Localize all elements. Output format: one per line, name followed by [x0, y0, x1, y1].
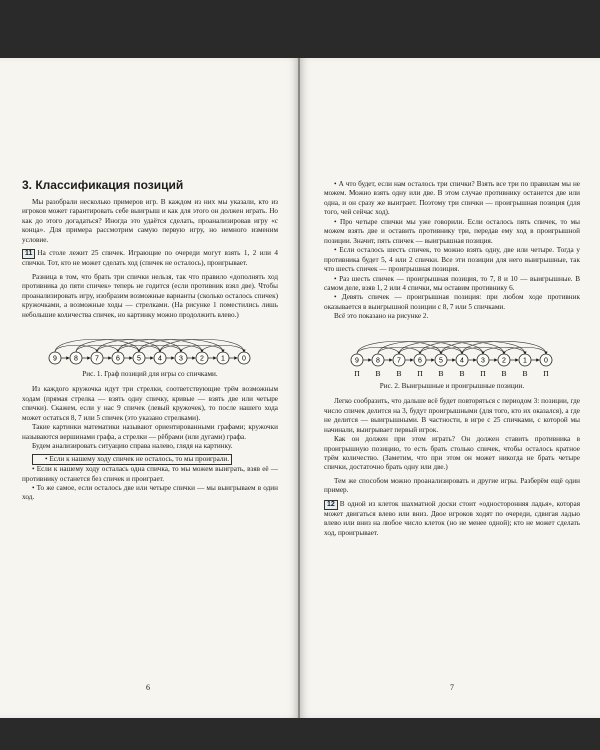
- graph-node-label-3: 3: [179, 355, 183, 363]
- graph-node-label-3: 3: [481, 357, 485, 365]
- graph-node-label-7: 7: [397, 357, 401, 365]
- right-bullet-2: • Про четыре спички мы уже говорили. Если осталось пять спичек, то мы можем взять две и оставить противнику три, передав ему ход в проигрышной позиции. Значит, пять спичек — выигрышная позиция.: [324, 217, 580, 245]
- graph-node-label-6: 6: [116, 355, 120, 363]
- right-page: [300, 58, 600, 718]
- right-bullet-1: • А что будет, если нам осталось три спички? Взять все три по правилам мы не можем. Можно взять одну или две. В этом случае противнику останется две или одна, и он сразу же выиграет. Поэтому три спички — проигрышная позиция (для того, чей сейчас ход).: [324, 180, 580, 217]
- problem-number-badge: 11: [22, 249, 35, 259]
- page-number-left: 6: [146, 683, 150, 692]
- graph-position-label-4: В: [459, 368, 465, 378]
- paragraph-period: Легко сообразить, что дальше всё будет повторяться с периодом 3: позиции, где число спичек делится на 3, будут проигрышными (для того, кто их оказался), а где не делится — выигрышными. В частности, в игре с 25 спичками, с которой мы начинали, выигрывает первый игрок.: [324, 397, 580, 434]
- graph-node-label-9: 9: [53, 355, 57, 363]
- left-page: [0, 58, 298, 718]
- paragraph-strategy: Как он должен при этом играть? Он должен ставить противника в проигрышную позицию, то есть брать столько спичек, чтобы осталось кратное трём количество. (Заметим, что при этом он может никогда не брать четыре спички, достаточно брать одну или две.): [324, 435, 580, 472]
- problem-11-text: На столе лежит 25 спичек. Играющие по очереди могут взять 1, 2 или 4 спички. Тот, кто не может сделать ход (спичек не осталось), проигрывает.: [22, 249, 278, 268]
- bullet-1-box: • Если к нашему ходу спичек не осталось, то мы проиграли.: [32, 454, 232, 465]
- graph-position-label-1: В: [522, 368, 528, 378]
- right-bullet-3: • Если осталось шесть спичек, то можно взять одну, две или четыре. Тогда у противника будет 5, 4 или 2 спички. Все эти позиции для него выигрышные, так что шесть спичек — проигрышная позиция.: [324, 246, 580, 274]
- paragraph-3: Из каждого кружочка идут три стрелки, соответствующие трём возможным ходам (прямая стрелка — взять одну спичку, кривые — взять две или четыре спички). Скажем, если у нас 9 спичек (левый кружочек), то после нашего хода может остаться 8, 7 или 5 спичек (это указано стрелками).: [22, 385, 278, 422]
- graph-node-label-2: 2: [502, 357, 506, 365]
- problem-11: [22, 249, 278, 268]
- graph-position-label-3: П: [480, 368, 486, 378]
- graph-node-label-0: 0: [544, 357, 548, 365]
- graph-position-label-6: П: [417, 368, 423, 378]
- problem-number-badge: 12: [324, 500, 338, 510]
- problem-12-text: В одной из клеток шахматной доски стоит «односторонняя ладья», которая может двигаться влево или вниз. Двое игроков ходят по очереди, сдвигая ладью влево или вниз на любое число клеток (но не менее одной); кто не может сделать ход, проигрывает.: [324, 499, 580, 537]
- left-page-content: [22, 178, 278, 503]
- section-title: 3. Классификация позиций: [22, 178, 184, 192]
- right-page-content: [324, 180, 580, 538]
- graph-node-label-4: 4: [158, 355, 162, 363]
- figure-1-graph: [45, 328, 255, 368]
- graph-node-label-9: 9: [355, 357, 359, 365]
- bullet-2: • Если к нашему ходу осталась одна спичка, то мы можем выиграть, взяв её — противнику останется без спичек и проиграет.: [22, 465, 278, 483]
- graph-node-label-6: 6: [418, 357, 422, 365]
- graph-position-label-5: В: [438, 368, 444, 378]
- graph-position-label-9: П: [354, 368, 360, 378]
- page-number-right: 7: [450, 683, 454, 692]
- bullet-3: • То же самое, если осталось две или четыре спички — мы выигрываем в один ход.: [22, 483, 278, 502]
- graph-position-label-0: П: [543, 368, 549, 378]
- graph-node-label-4: 4: [460, 357, 464, 365]
- intro-paragraph: Мы разобрали несколько примеров игр. В каждом из них мы указали, кто из игроков может гарантировать себе выигрыш и как для этого он должен играть. Но как до этого догадаться? Иногда это удаётся сделать, проанализировав игру «с конца». Для примера рассмотрим самую первую игру, но немного изменим условие.: [22, 198, 278, 244]
- graph-position-label-7: В: [396, 368, 402, 378]
- bullet-1: [22, 452, 278, 465]
- paragraph-4: Такие картинки математики называют ориентированными графами; кружочки называются вершинами графа, а стрелки — рёбрами (или дугами) графа.: [22, 423, 278, 441]
- right-bullet-5: • Девять спичек — проигрышная позиция: при любом ходе противник оказывается в выигрышной позиции с 8, 7 или 5 спичками.: [324, 293, 580, 311]
- graph-node-label-2: 2: [200, 355, 204, 363]
- paragraph-next-example: Тем же способом можно проанализировать и другие игры. Разберём ещё один пример.: [324, 476, 580, 495]
- figure-2-intro: Всё это показано на рисунке 2.: [334, 312, 429, 321]
- figure-2-graph: [347, 330, 557, 380]
- graph-node-label-8: 8: [376, 357, 380, 365]
- graph-node-label-1: 1: [221, 355, 225, 363]
- paragraph-2: Разница в том, что брать три спички нельзя, так что правило «дополнять ход противника до пяти спичек» теперь не годится (если противник взял две). Чтобы проанализировать игру, изобразим возможные варианты (сколько осталось спичек) кружочками, а возможные ходы — стрелками. (На рисунке 1 поместились лишь небольшие количества спичек, но картинку можно продолжить влево.): [22, 272, 278, 319]
- graph-position-label-8: В: [375, 368, 381, 378]
- graph-position-label-2: В: [501, 368, 507, 378]
- graph-node-label-7: 7: [95, 355, 99, 363]
- graph-node-label-1: 1: [523, 357, 527, 365]
- figure-2-caption: Рис. 2. Выигрышные и проигрышные позиции.: [379, 381, 525, 390]
- figure-1-caption: Рис. 1. Граф позиций для игры со спичками.: [82, 369, 218, 378]
- graph-node-label-8: 8: [74, 355, 78, 363]
- paragraph-5: Будем анализировать ситуацию справа налево, глядя на картинку.: [32, 442, 233, 451]
- right-bullet-4: • Раз шесть спичек — проигрышная позиция, то 7, 8 и 10 — выигрышные. В самом деле, взяв 1, 2 или 4 спички, мы оставим противнику 6.: [324, 274, 580, 292]
- graph-node-label-5: 5: [439, 357, 443, 365]
- graph-node-label-5: 5: [137, 355, 141, 363]
- problem-12: [324, 500, 580, 538]
- graph-node-label-0: 0: [242, 355, 246, 363]
